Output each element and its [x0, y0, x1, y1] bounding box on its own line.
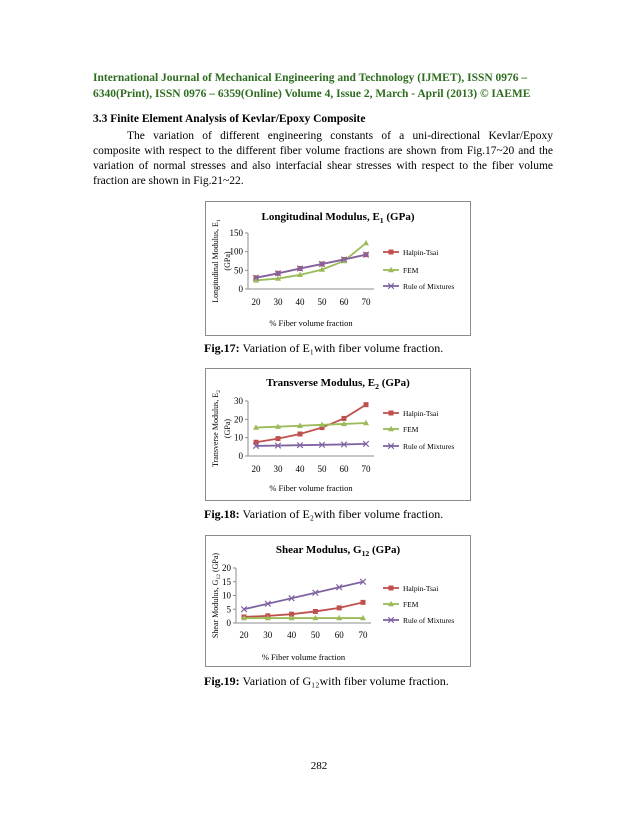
data-point — [276, 436, 281, 441]
chart-svg-1 — [206, 369, 470, 500]
x-tick-label: 20 — [239, 630, 249, 640]
data-point — [363, 240, 369, 245]
journal-header — [93, 70, 553, 102]
y-tick-label: 30 — [234, 396, 243, 406]
legend-label: Rule of Mixtures — [403, 282, 455, 291]
figure-18-label: Fig.18: — [204, 507, 240, 521]
legend-label: Halpin-Tsai — [403, 584, 439, 593]
x-tick-label: 30 — [273, 297, 283, 307]
data-point — [342, 416, 347, 421]
y-axis-unit-label: (GPa) — [223, 418, 232, 439]
chart-shear-modulus — [205, 535, 471, 667]
y-axis-unit-label: (GPa) — [223, 251, 232, 271]
y-tick-label: 150 — [229, 228, 243, 238]
chart-svg-2 — [206, 536, 470, 666]
x-axis-label: % Fiber volume fraction — [269, 318, 353, 328]
x-tick-label: 20 — [251, 297, 261, 307]
x-tick-label: 40 — [287, 630, 297, 640]
y-tick-label: 10 — [234, 432, 243, 443]
legend-swatch-marker — [389, 250, 394, 255]
x-tick-label: 30 — [273, 464, 283, 474]
section-title: 3.3 Finite Element Analysis of Kevlar/Epoxy Composite — [93, 113, 366, 125]
y-axis-label: Shear Modulus, $G_{12}$ (GPa) — [211, 552, 222, 639]
x-tick-label: 40 — [295, 297, 305, 307]
data-point — [298, 432, 303, 437]
legend-label: FEM — [403, 600, 419, 609]
x-tick-label: 60 — [339, 464, 349, 474]
x-tick-label: 30 — [263, 630, 273, 640]
journal-header-line1: International Journal of Mechanical Engineering and Technology (IJMET), ISSN 0976 – — [93, 72, 528, 84]
figure-17-text: Variation of E₁with fiber volume fraction. — [242, 341, 444, 355]
x-tick-label: 40 — [295, 464, 305, 474]
x-tick-label: 20 — [251, 464, 261, 474]
series-halpin-tsai — [242, 600, 366, 620]
x-tick-label: 70 — [361, 297, 371, 307]
series-line — [244, 582, 363, 610]
y-axis-label: Transverse Modulus, $E_2$ — [211, 390, 222, 467]
data-point — [361, 600, 366, 605]
chart-transverse-modulus — [205, 368, 471, 501]
x-tick-label: 60 — [334, 630, 344, 640]
legend-label: FEM — [403, 425, 419, 434]
legend-label: FEM — [403, 266, 419, 275]
series-fem — [253, 420, 369, 430]
journal-header-line2: 6340(Print), ISSN 0976 – 6359(Online) Volume 4, Issue 2, March - April (2013) © IAEME — [93, 88, 531, 100]
figure-19-caption — [204, 674, 449, 689]
figure-19-label: Fig.19: — [204, 674, 240, 688]
series-line — [256, 423, 366, 428]
y-tick-label: 0 — [226, 618, 231, 628]
x-tick-label: 50 — [317, 297, 327, 307]
figure-19-text: Variation of G₁₂with fiber volume fraction. — [242, 674, 449, 688]
y-tick-label: 0 — [238, 284, 243, 294]
chart-title: Transverse Modulus, $E_2$ (GPa) — [266, 377, 410, 391]
chart-longitudinal-modulus — [205, 201, 471, 336]
y-tick-label: 20 — [222, 563, 231, 573]
y-axis-label: Longitudinal Modulus, $E_1$ — [211, 219, 222, 303]
legend-label: Halpin-Tsai — [403, 248, 439, 257]
legend-swatch-marker — [389, 411, 394, 416]
figure-17-label: Fig.17: — [204, 341, 240, 355]
page-number: 282 — [310, 760, 328, 772]
y-tick-label: 20 — [234, 414, 243, 425]
x-tick-label: 50 — [317, 464, 327, 474]
x-axis-label: % Fiber volume fraction — [261, 652, 346, 662]
series-line — [256, 255, 366, 278]
series-fem — [253, 240, 369, 283]
x-axis-label: % Fiber volume fraction — [269, 483, 353, 493]
data-point — [313, 609, 318, 614]
chart-title: Longitudinal Modulus, $E_1$ (GPa) — [261, 211, 415, 225]
y-tick-label: 10 — [222, 590, 231, 601]
chart-title: Shear Modulus, $G_{12}$ (GPa) — [275, 544, 401, 558]
legend-label: Halpin-Tsai — [403, 409, 439, 418]
legend-label: Rule of Mixtures — [403, 616, 455, 625]
chart-svg-0 — [206, 202, 470, 335]
legend-swatch-marker — [389, 586, 394, 591]
figure-18-text: Variation of E₂with fiber volume fraction. — [242, 507, 444, 521]
x-tick-label: 70 — [358, 630, 368, 640]
body-paragraph: The variation of different engineering constants of a uni-directional Kevlar/Epoxy composite with respect to the different fiber volume fractions are shown from Fig.17~20 and the variation of normal stresses and also interfacial shear stresses with respect to the fiber volume fraction are shown in Fig.21~22. — [93, 130, 553, 187]
data-point — [364, 402, 369, 407]
y-tick-label: 5 — [226, 604, 231, 615]
series-rule-of-mixtures — [253, 441, 369, 449]
data-point — [337, 605, 342, 610]
x-tick-label: 50 — [310, 630, 320, 640]
figure-17-caption — [204, 341, 443, 356]
legend-label: Rule of Mixtures — [403, 442, 455, 451]
series-rule-of-mixtures — [253, 252, 369, 281]
series-line — [256, 444, 366, 446]
series-rule-of-mixtures — [241, 579, 366, 612]
y-tick-label: 100 — [229, 246, 243, 257]
figure-18-caption — [204, 507, 443, 522]
x-tick-label: 70 — [361, 464, 371, 474]
y-tick-label: 15 — [222, 576, 231, 587]
y-tick-label: 50 — [234, 265, 243, 276]
y-tick-label: 0 — [238, 451, 243, 461]
x-tick-label: 60 — [339, 297, 349, 307]
